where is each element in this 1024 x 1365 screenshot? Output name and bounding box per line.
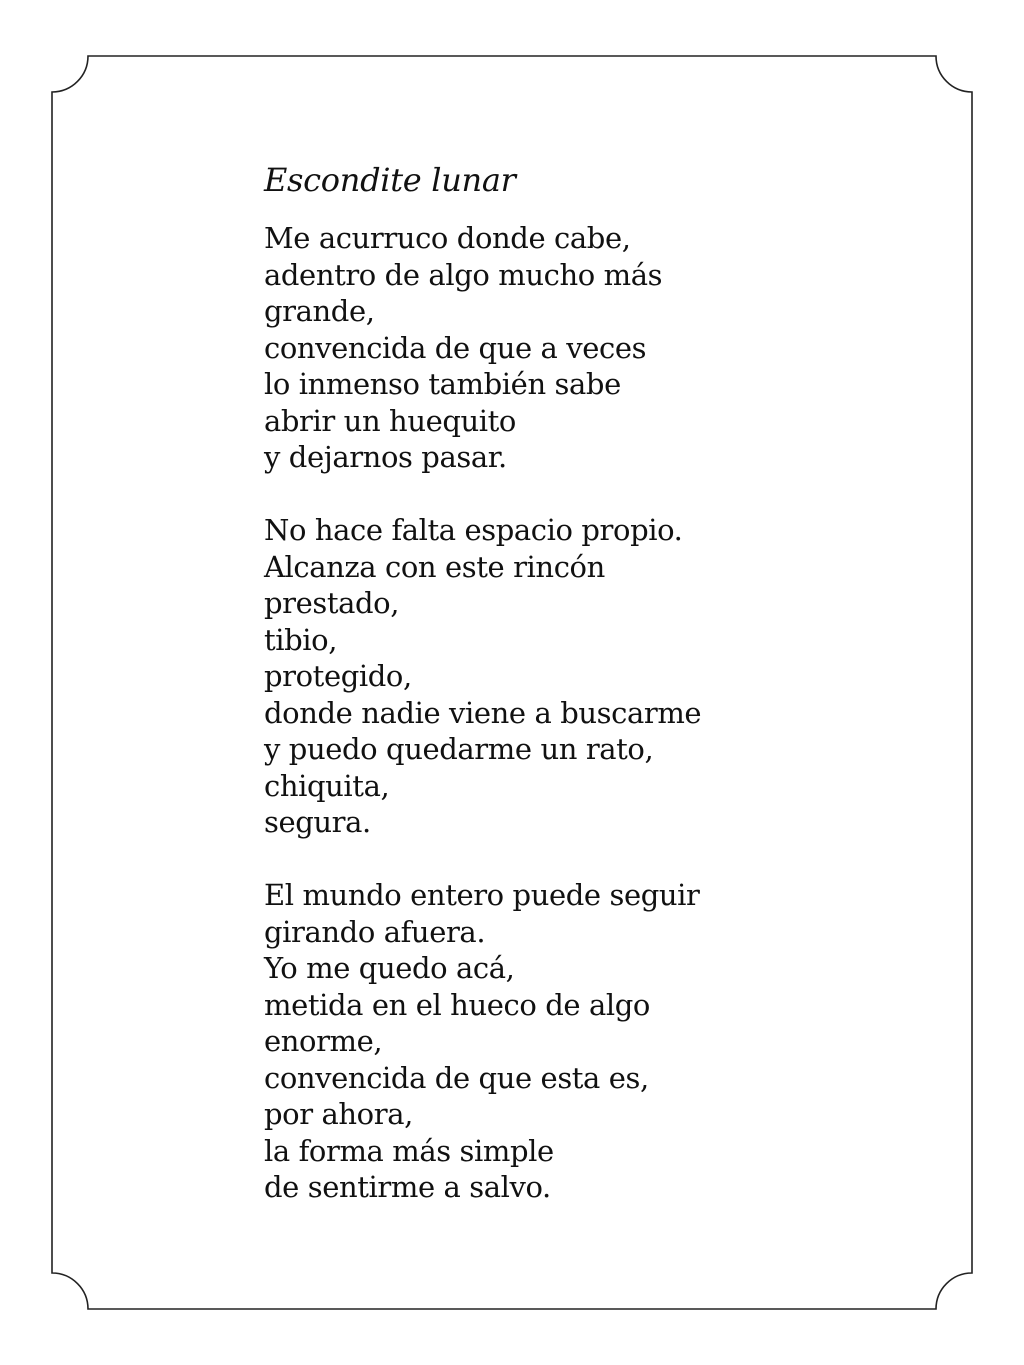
poem-line: la forma más simple — [264, 1133, 554, 1168]
poem-line: chiquita, — [264, 768, 390, 803]
poem-line: convencida de que a veces — [264, 330, 647, 365]
poem-line: prestado, — [264, 586, 400, 620]
poem-line: enorme, — [264, 1024, 383, 1058]
poem-line: y dejarnos pasar. — [264, 440, 507, 474]
poem-line: No hace falta espacio propio. — [264, 513, 683, 547]
stanza-2 — [264, 512, 904, 841]
poem-line: metida en el hueco de algo — [264, 987, 650, 1022]
poem-line: por ahora, — [264, 1097, 413, 1131]
stanza-1 — [264, 220, 904, 476]
poem-line: adentro de algo mucho más — [264, 257, 663, 292]
poem-line: donde nadie viene a buscarme — [264, 695, 702, 730]
stanza-3 — [264, 877, 904, 1206]
poem-line: Me acurruco donde cabe, — [264, 221, 631, 255]
poem-line: abrir un huequito — [264, 403, 516, 438]
poem-line: grande, — [264, 294, 375, 328]
poem — [264, 156, 904, 1206]
poem-line: y puedo quedarme un rato, — [264, 732, 654, 766]
poem-line: El mundo entero puede seguir — [264, 878, 700, 912]
poem-line: convencida de que esta es, — [264, 1060, 649, 1095]
poem-line: girando afuera. — [264, 914, 486, 949]
poem-line: Yo me quedo acá, — [264, 951, 515, 985]
poem-line: de sentirme a salvo. — [264, 1170, 551, 1204]
poem-line: Alcanza con este rincón — [264, 549, 605, 584]
poem-line: segura. — [264, 805, 371, 839]
poem-line: lo inmenso también sabe — [264, 367, 621, 401]
poem-line: protegido, — [264, 659, 412, 693]
poem-title: Escondite lunar — [264, 161, 516, 199]
poem-line: tibio, — [264, 622, 338, 657]
